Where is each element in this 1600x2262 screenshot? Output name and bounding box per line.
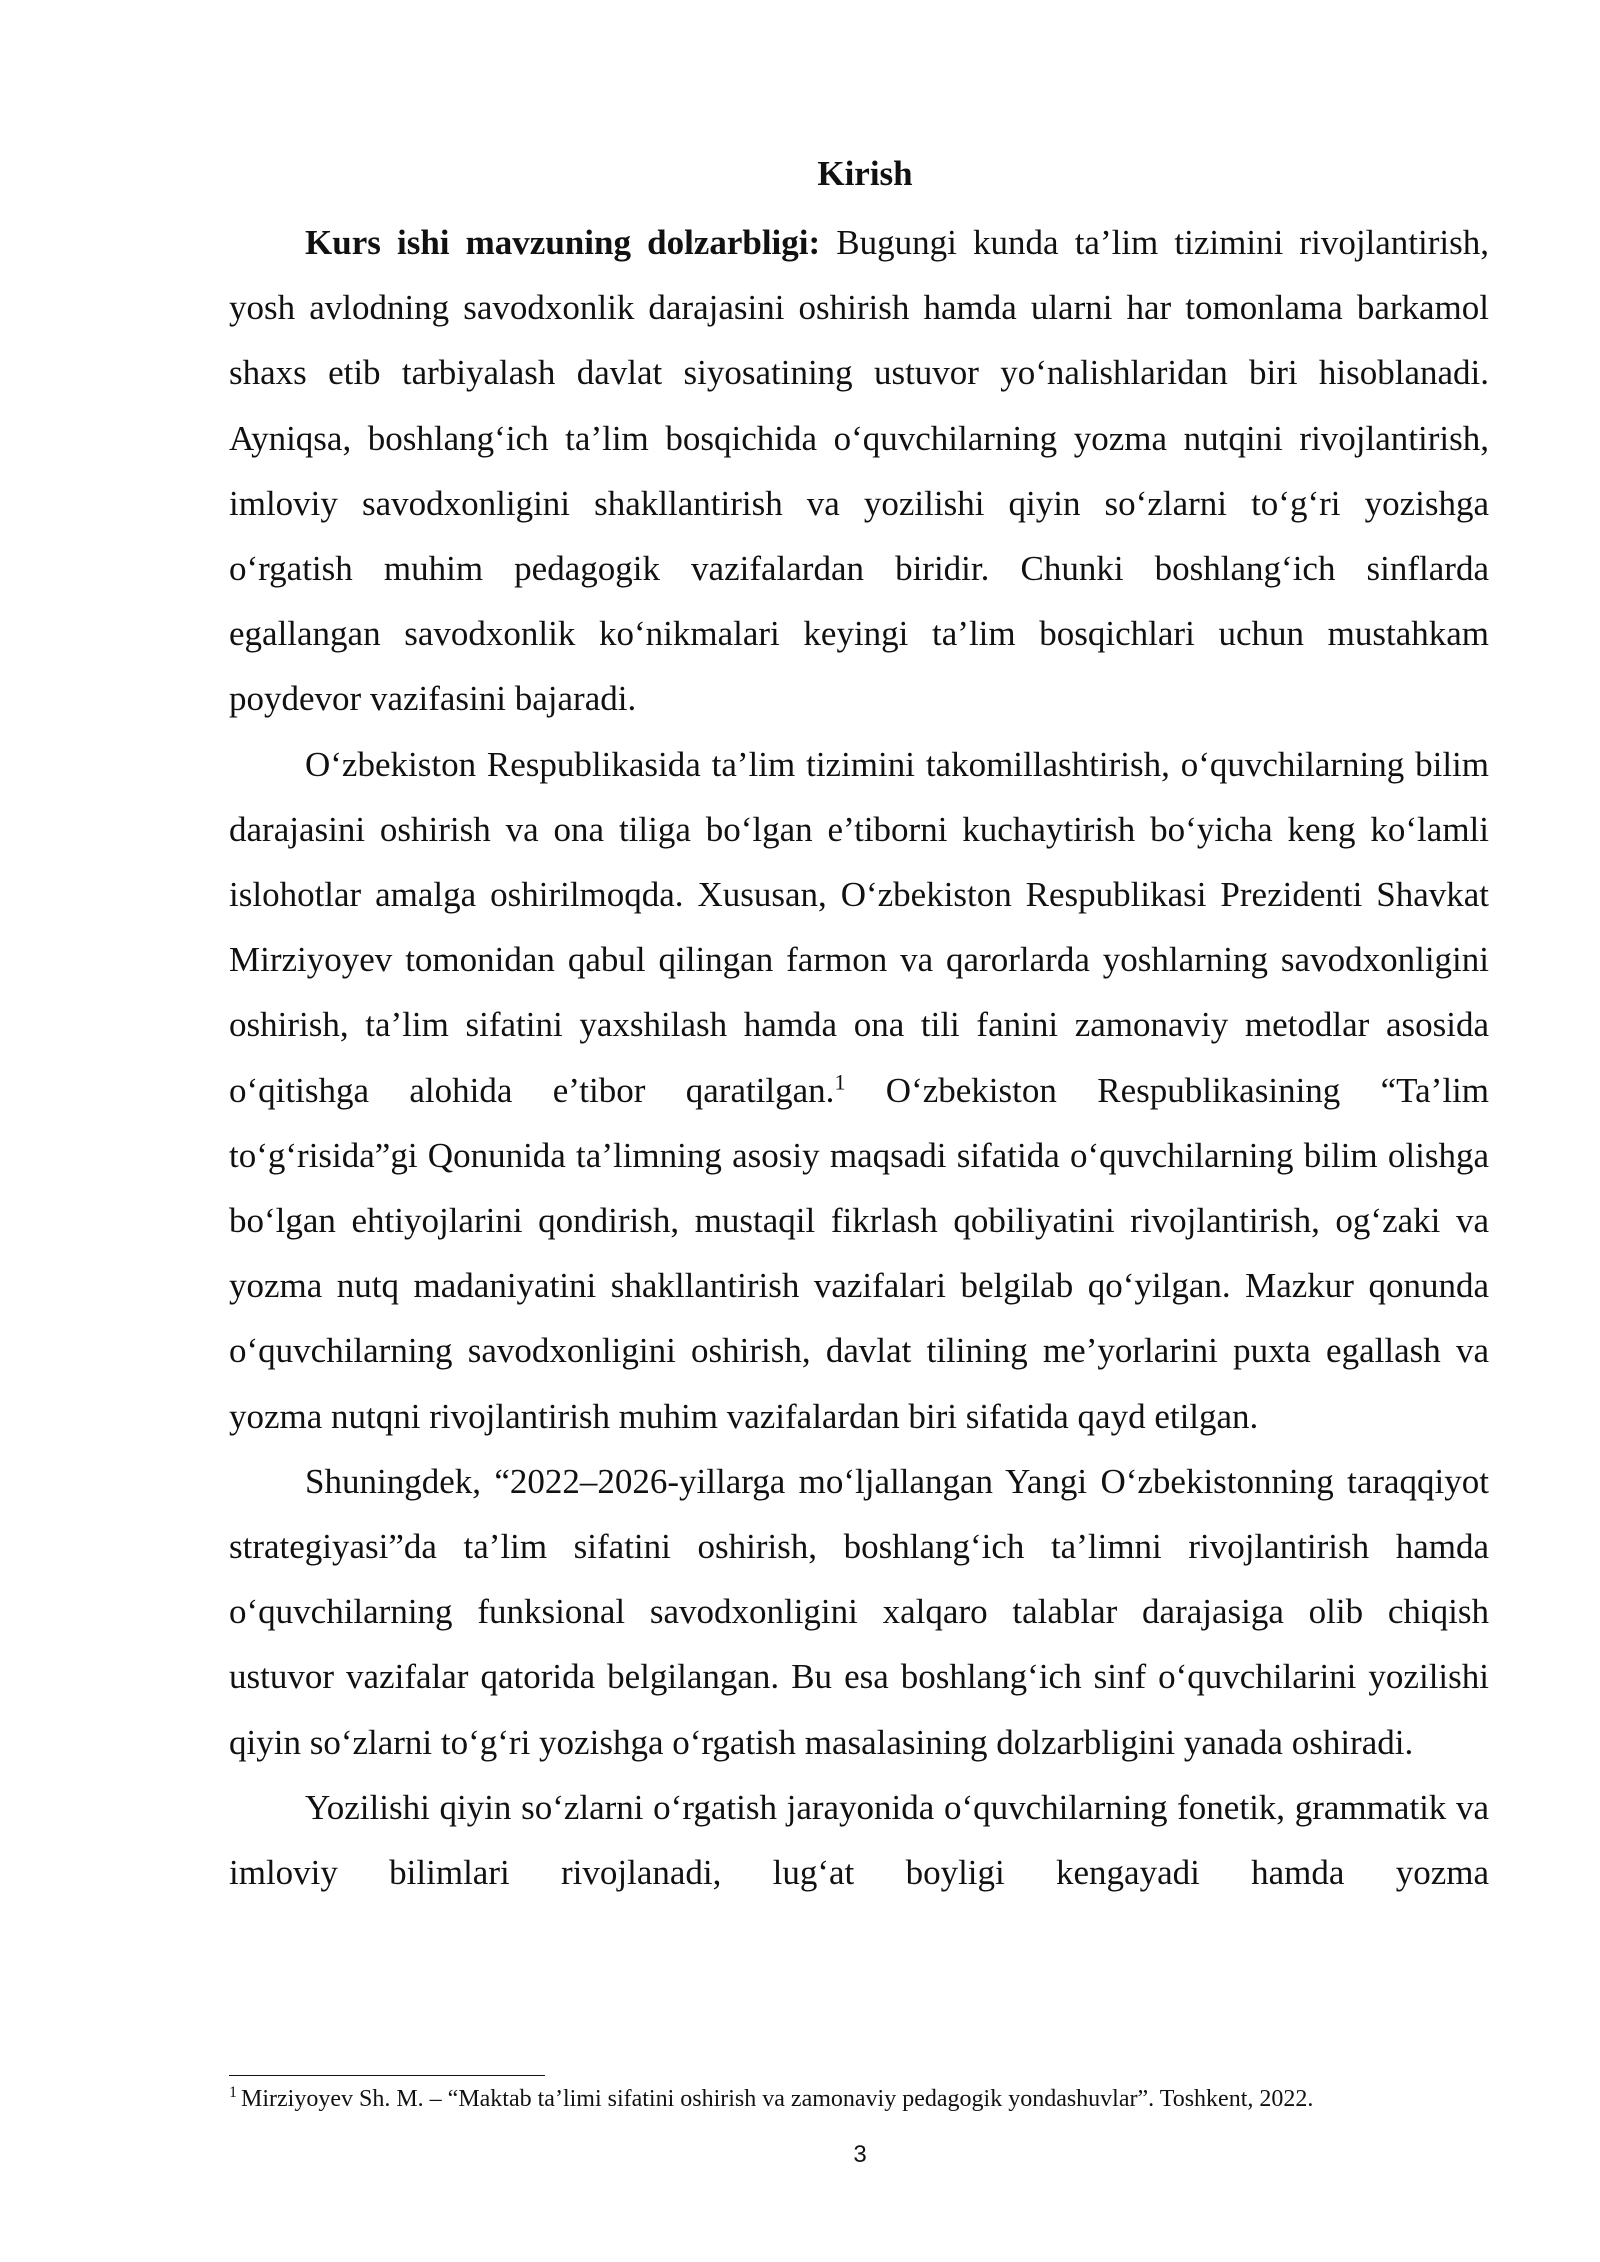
footnote: [229, 2083, 1499, 2115]
paragraph-text: Bugungi kunda ta’lim tizimini rivojlantirish, yosh avlodning savodxonlik darajasini oshirish hamda ularni har tomonlama barkamol shaxs etib tarbiyalash davlat siyosatining ustuvor yo‘nalishlaridan biri hisoblanadi. Ayniqsa, boshlang‘ich ta’lim bosqichida o‘quvchilarning yozma nutqini rivojlantirish, imloviy savodxonligini shakllantirish va yozilishi qiyin so‘zlarni to‘g‘ri yozishga o‘rgatish muhim pedagogik vazifalardan biridir. Chunki boshlang‘ich sinflarda egallangan savodxonlik ko‘nikmalari keyingi ta’lim bosqichlari uchun mustahkam poydevor vazifasini bajaradi.: [229, 223, 1489, 719]
footnote-reference[interactable]: 1: [834, 1068, 846, 1094]
paragraph-legislation: [229, 732, 1489, 1449]
footnote-separator: [229, 2075, 545, 2076]
paragraph-text: O‘zbekiston Respublikasining “Ta’lim to‘g‘risida”gi Qonunida ta’limning asosiy maqsadi sifatida o‘quvchilarning bilim olishga bo‘lgan ehtiyojlarini qondirish, mustaqil fikrlash qobiliyatini rivojlantirish, og‘zaki va yozma nutq madaniyatini shakllantirish vazifalari belgilab qo‘yilgan. Mazkur qonunda o‘quvchilarning savodxonligini oshirish, davlat tilining me’yorlarini puxta egallash va yozma nutqni rivojlantirish muhim vazifalardan biri sifatida qayd etilgan.: [229, 1070, 1489, 1436]
footnote-number: 1: [229, 2084, 237, 2101]
page-number: 3: [853, 2141, 867, 2168]
paragraph-continuation: Yozilishi qiyin so‘zlarni o‘rgatish jarayonida o‘quvchilarning fonetik, grammatik va imloviy bilimlari rivojlanadi, lug‘at boyligi kengayadi hamda yozma: [229, 1787, 1489, 1893]
body-text: [229, 210, 1489, 1905]
paragraph-strategy: Shuningdek, “2022–2026-yillarga mo‘ljallangan Yangi O‘zbekistonning taraqqiyot strategiyasi”da ta’lim sifatini oshirish, boshlang‘ich ta’limni rivojlantirish hamda o‘quvchilarning funksional savodxonligini xalqaro talablar darajasiga olib chiqish ustuvor vazifalar qatorida belgilangan. Bu esa boshlang‘ich sinf o‘quvchilarini yozilishi qiyin so‘zlarni to‘g‘ri yozishga o‘rgatish masalasining dolzarbligini yanada oshiradi.: [229, 1461, 1489, 1762]
footnote-text: Mirziyoyev Sh. M. – “Maktab ta’limi sifatini oshirish va zamonaviy pedagogik yondashuvlar”. Toshkent, 2022.: [241, 2086, 1314, 2112]
paragraph-text: O‘zbekiston Respublikasida ta’lim tizimini takomillashtirish, o‘quvchilarning bilim darajasini oshirish va ona tiliga bo‘lgan e’tiborni kuchaytirish bo‘yicha keng ko‘lamli islohotlar amalga oshirilmoqda. Xususan, O‘zbekiston Respublikasi Prezidenti Shavkat Mirziyoyev tomonidan qabul qilingan farmon va qarorlarda yoshlarning savodxonligini oshirish, ta’lim sifatini yaxshilash hamda ona tili fanini zamonaviy metodlar asosida o‘qitishga alohida e’tibor qaratilgan.: [229, 744, 1489, 1110]
section-title: Kirish: [817, 154, 913, 193]
paragraph-relevance: [229, 210, 1489, 732]
paragraph-lead-heading: Kurs ishi mavzuning dolzarbligi:: [305, 223, 821, 262]
